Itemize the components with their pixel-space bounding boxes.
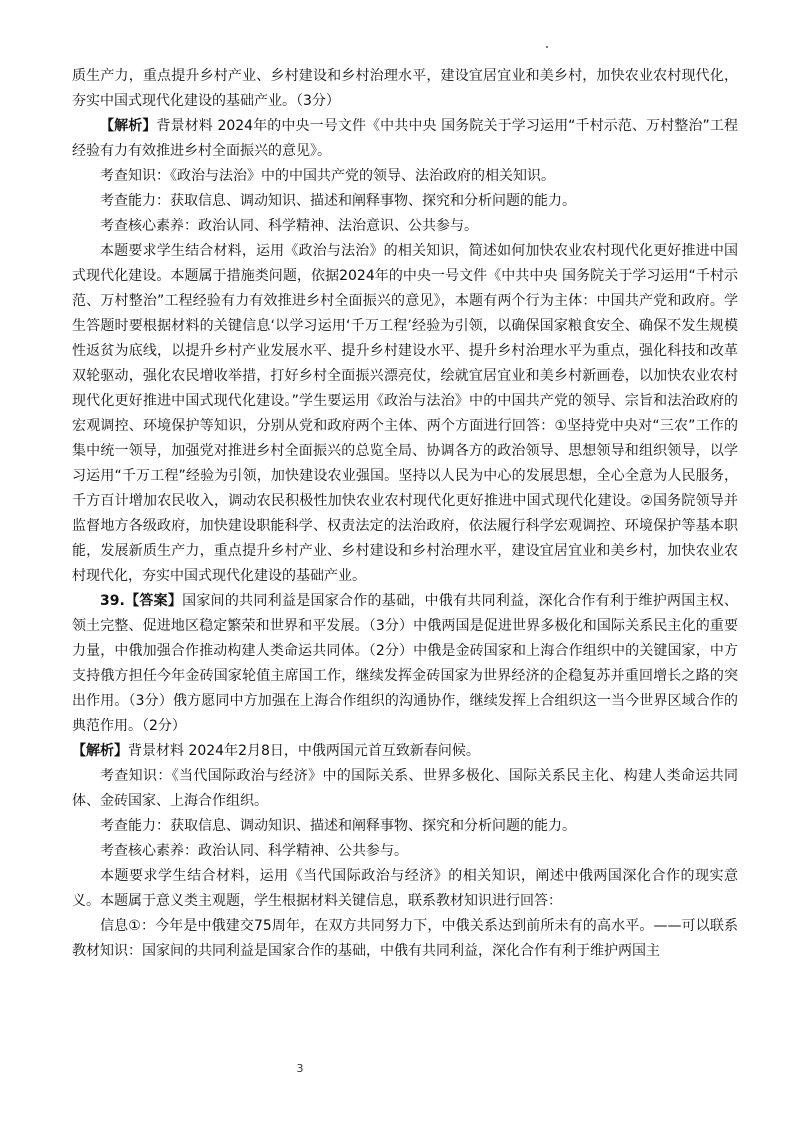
scan-mark [546,46,548,48]
ability-line-39: 考查能力：获取信息、调动知识、描述和阐释事物、探究和分析问题的能力。 [100,818,576,834]
question-39-answer-text: 国家间的共同利益是国家合作的基础，中俄有共同利益，深化合作有利于维护两国主权、领土完整、促进地区稳定繁荣和世界和平发展。（3分）中俄两国是促进世界多极化和国际关系民主化的重要力量，中俄加强合作推动构建人类命运共同体。（2分）中俄是金砖国家和上海合作组织中的关键国家，中方支持俄方担任今年金砖国家轮值主席国工作，继续发挥金砖国家为世界经济的企稳复苏并重回增长之路的突出作用。（3分）俄方愿同中方加强在上海合作组织的沟通协作，继续发挥上合组织这一当今世界区域合作的典范作用。（2分） [72,593,739,734]
knowledge-line: 考查知识：《政治与法治》中的中国共产党的领导、法治政府的相关知识。 [100,168,555,184]
analysis-label: 【解析】 [100,118,157,134]
document-body [72,64,738,964]
page-number: 3 [296,1062,304,1075]
analysis-label: 【解析】 [72,743,128,759]
analysis-background-text: 背景材料 2024年的中央一号文件《中共中央 国务院关于学习运用“千村示范、万村整治”工程经验有力有效推进乡村全面振兴的意见》。 [72,118,738,159]
analysis-background [72,114,738,164]
question-39-answer [72,589,738,739]
literacy-line-39: 考查核心素养：政治认同、科学精神、公共参与。 [100,843,408,859]
answer-label: 【答案】 [124,593,183,609]
analysis-paragraph: 本题要求学生结合材料，运用《政治与法治》的相关知识，简述如何加快农业农村现代化更好推进中国式现代化建设。本题属于措施类问题，依据2024年的中央一号文件《中共中央 国务院关于学习运用“千村示范、万村整治”工程经验有力有效推进乡村全面振兴的意见》，本题有两个行为主体：中国共产党和政府。学生答题时要根据材料的关键信息‘以学习运用‘千万工程’经验为引领，以确保国家粮食安全、确保不发生规模性返贫为底线，以提升乡村产业发展水平、提升乡村建设水平、提升乡村治理水平为重点，强化科技和改革双轮驱动，强化农民增收举措，打好乡村全面振兴漂亮仗，绘就宜居宜业和美乡村新画卷，以加快农业农村现代化更好推进中国式现代化建设。”学生要运用《政治与法治》中的中国共产党的领导、宗旨和法治政府的宏观调控、环境保护等知识，分别从党和政府两个主体、两个方面进行回答：①坚持党中央对“三农”工作的集中统一领导，加强党对推进乡村全面振兴的总览全局、协调各方的政治领导、思想领导和组织领导，以学习运用“千万工程”经验为引领，加快建设农业强国。坚持以人民为中心的发展思想，全心全意为人民服务，千方百计增加农民收入，调动农民积极性加快农业农村现代化更好推进中国式现代化建设。②国务院领导并监督地方各级政府，加快建设职能科学、权责法定的法治政府，依法履行科学宏观调控、环境保护等基本职能，发展新质生产力，重点提升乡村产业、乡村建设和乡村治理水平，建设宜居宜业和美乡村，加快农业农村现代化，夯实中国式现代化建设的基础产业。 [72,243,738,584]
literacy-line: 考查核心素养：政治认同、科学精神、法治意识、公共参与。 [100,218,478,234]
ability-line: 考查能力：获取信息、调动知识、描述和阐释事物、探究和分析问题的能力。 [100,193,576,209]
analysis-background-39 [72,739,738,764]
analysis-background-39-text: 背景材料 2024年2月8日，中俄两国元首互致新春问候。 [128,743,480,759]
analysis-paragraph-39: 本题要求学生结合材料，运用《当代国际政治与经济》的相关知识，阐述中俄两国深化合作的现实意义。本题属于意义类主观题，学生根据材料关键信息，联系教材知识进行回答： [72,868,738,909]
knowledge-line-39: 考查知识：《当代国际政治与经济》中的国际关系、世界多极化、国际关系民主化、构建人类命运共同体、金砖国家、上海合作组织。 [72,768,738,809]
info-paragraph: 信息①：今年是中俄建交75周年，在双方共同努力下，中俄关系达到前所未有的高水平。——可以联系教材知识：国家间的共同利益是国家合作的基础，中俄有共同利益，深化合作有利于维护两国主 [72,918,738,959]
question-number: 39. [100,593,125,609]
answer-continuation: 质生产力，重点提升乡村产业、乡村建设和乡村治理水平，建设宜居宜业和美乡村，加快农业农村现代化，夯实中国式现代化建设的基础产业。（3分） [72,68,738,109]
